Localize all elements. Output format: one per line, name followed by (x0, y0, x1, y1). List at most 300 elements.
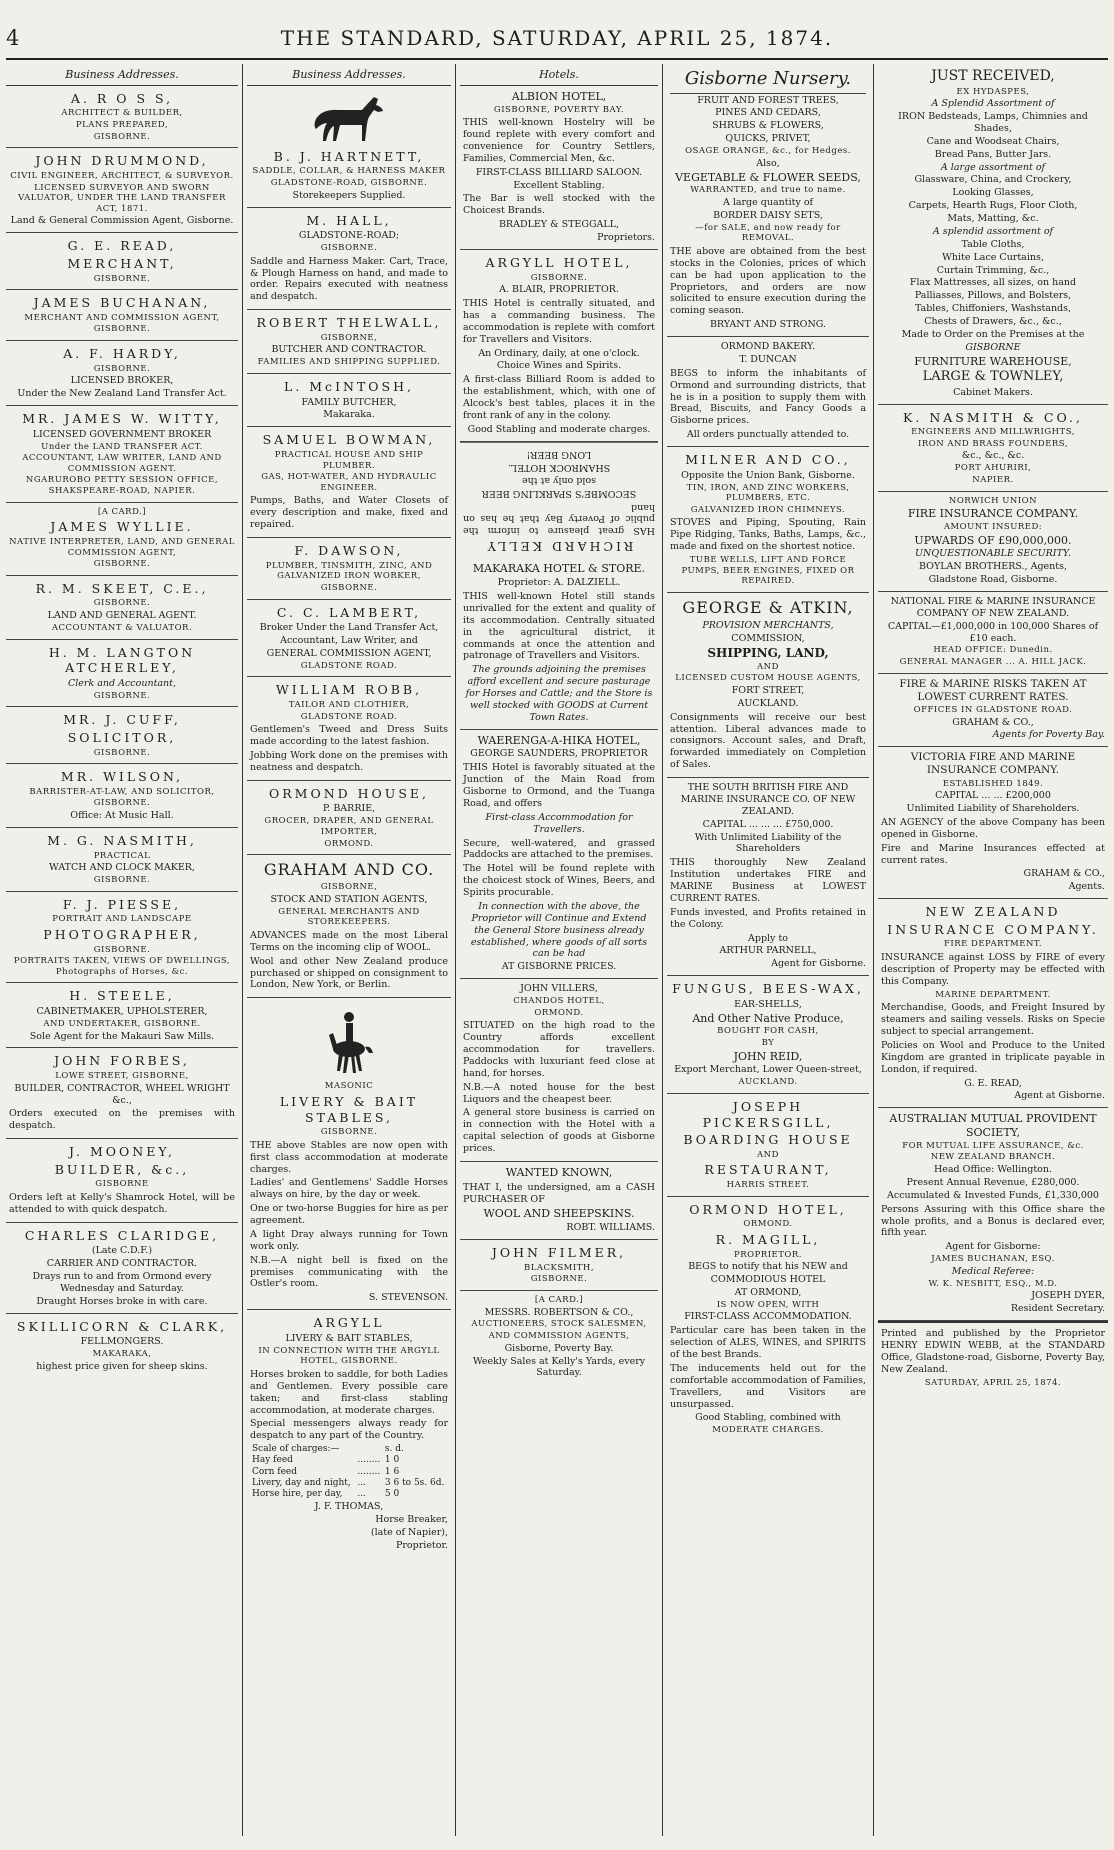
ad-line: SHRUBS & FLOWERS, (712, 120, 824, 132)
ad-line: CHANDOS HOTEL, (513, 996, 605, 1006)
ad-line: THIS thoroughly New Zealand Institution undertakes FIRE and MARINE Business at LOWEST CURRENT RATES. (670, 857, 866, 904)
ad-line: Consignments will receive our best attention. Liberal advances made to consignors. Account sales, and Draft, forwarded immediately on Completion of Sales. (670, 711, 866, 771)
ad-line: ROBT. WILLIAMS. (566, 1222, 655, 1234)
ad-line: BEGS to notify that his NEW and (688, 1261, 848, 1273)
ad-line: The grounds adjoining the premises afford excellent and secure pasturage for Horses and Cattle; and the Store is well stocked with GOODS at Current Town Rates. (465, 664, 653, 723)
ad-line: WOOL AND SHEEPSKINS. (483, 1207, 635, 1221)
ad-line: T. DUNCAN (739, 353, 797, 365)
ad-line: PROPRIETOR. (733, 1249, 802, 1260)
ad-line: Gentlemen's Tweed and Dress Suits made according to the latest fashion. (250, 724, 448, 748)
ad-line: Proprietor: A. DALZIELL. (497, 577, 621, 589)
column-heading: Business Addresses. (247, 64, 451, 86)
ad-line: GLADSTONE ROAD. (300, 660, 398, 671)
advertiser-name: GRAHAM AND CO. (263, 860, 435, 880)
ad-line: CABINETMAKER, UPHOLSTERER, (36, 1006, 208, 1017)
ad-line: GLADSTONE-ROAD, GISBORNE. (270, 178, 428, 188)
ad-line: TAILOR AND CLOTHIER, (288, 700, 410, 710)
ad-line: FORT STREET, (731, 684, 805, 696)
ad-line: PRACTICAL (93, 850, 151, 861)
column-business-addresses-1 (4, 64, 240, 1836)
ad-line: GISBORNE, POVERTY BAY. (493, 104, 625, 115)
table-cell: 3 6 to 5s. 6d. (384, 1477, 445, 1488)
ad-line: Unlimited Liability of Shareholders. (906, 803, 1080, 814)
ad-line: GENERAL COMMISSION AGENT, (266, 647, 432, 659)
ad-large-townley (878, 64, 1108, 405)
ad-line: ORMOND. (534, 1007, 584, 1018)
column-heading: Business Addresses. (6, 64, 238, 86)
ad-line: In connection with the above, the Proprietor will Continue and Extend the General Store business already established, where goods of all sorts can be had (470, 900, 648, 960)
ad-line: Excellent Stabling. (513, 179, 605, 191)
ad-line: FAMILY BUTCHER, (301, 396, 397, 408)
ad-line: UPWARDS OF £90,000,000. (914, 533, 1072, 547)
advertiser-name: ARGYLL HOTEL, (485, 254, 633, 270)
ad-line: GLADSTONE-ROAD; (298, 230, 400, 242)
ad-line: A light Dray always running for Town work only. (250, 1228, 448, 1252)
table-cell: Horse hire, per day, (252, 1489, 343, 1500)
ad-line: ADVANCES made on the most Liberal Terms on the incoming clip of WOOL. (250, 929, 448, 953)
ad-line: Agent for Gisborne. (771, 958, 866, 970)
ad-line: Opposite the Union Bank, Gisborne. (681, 469, 855, 481)
ad-line: FURNITURE WAREHOUSE, (914, 354, 1072, 368)
ad-line: A large assortment of (940, 161, 1046, 173)
ad-line: THIS well-known Hostelry will be found replete with every comfort and convenience for Country Settlers, Families, Commercial Men, &c. (463, 117, 655, 164)
ad-line: CAPITAL ... ... £200,000 (935, 790, 1051, 802)
advertiser-name: JUST RECEIVED, (931, 68, 1055, 84)
ad-line: GENERAL MANAGER ... A. HILL JACK. (899, 657, 1087, 667)
ad-line: One or two-horse Buggies for hire as per agreement. (250, 1203, 448, 1226)
advertiser-name: FUNGUS, BEES-WAX, (672, 981, 864, 997)
ad-line: Broker Under the Land Transfer Act, (259, 622, 439, 634)
ad-line: ORMOND. (324, 838, 374, 849)
ad-line: AN AGENCY of the above Company has been opened in Gisborne. (881, 816, 1105, 840)
page-number: 4 (6, 26, 20, 50)
ad-line: VEGETABLE & FLOWER SEEDS, (675, 170, 861, 184)
table-row (250, 1489, 448, 1500)
advertiser-name: A. R O S S, (70, 90, 174, 106)
column-4 (665, 64, 871, 1836)
ad-argyll-hotel (460, 250, 658, 442)
ad-line: THIS Hotel is centrally situated, and has a commanding business. The accommodation is replete with comfort for Travellers and Visitors. (463, 298, 655, 345)
ad-line: Gisborne, Poverty Bay. (504, 1342, 614, 1354)
ad-line: Glassware, China, and Crockery, (914, 174, 1072, 186)
ad-line: LICENSED GOVERNMENT BROKER (32, 428, 212, 440)
ad-line: GISBORNE, (320, 882, 378, 893)
ad-bowman (247, 427, 451, 538)
ad-skeet (6, 576, 238, 640)
ad-line: GROCER, DRAPER, AND GENERAL IMPORTER, (264, 816, 434, 837)
advertiser-name: CHARLES CLARIDGE, (24, 1227, 220, 1243)
ad-line: Pumps, Baths, and Water Closets of every description and make, fixed and repaired. (250, 495, 448, 531)
ad-line: FIRST-CLASS ACCOMMODATION. (684, 1311, 852, 1323)
ad-line: Looking Glasses, (952, 187, 1034, 199)
ad-george-atkin (667, 593, 869, 778)
ad-line: Agents for Poverty Bay. (992, 729, 1105, 741)
ad-drummond (6, 148, 238, 233)
ad-wyllie (6, 503, 238, 576)
advertiser-name: JOHN FORBES, (54, 1053, 190, 1069)
advertiser-name: J. MOONEY, (69, 1144, 175, 1160)
ad-line: Apply to (748, 932, 788, 944)
table-cell (355, 1444, 383, 1455)
ad-line: Proprietor. (396, 1540, 448, 1551)
advertiser-name: AUSTRALIAN MUTUAL PROVIDENT SOCIETY, (889, 1112, 1097, 1139)
ad-line: FIRE INSURANCE COMPANY. (907, 507, 1079, 521)
ad-line: BORDER DAISY SETS, (713, 209, 823, 221)
ad-line: SADDLE, COLLAR, & HARNESS MAKER (252, 166, 446, 177)
advertiser-name: JAMES WYLLIE. (50, 519, 194, 535)
table-cell: 1 0 (384, 1455, 400, 1466)
ad-line: BUTCHER AND CONTRACTOR. (271, 344, 427, 356)
ad-fire-marine-risks (878, 674, 1108, 748)
ad-line: ESTABLISHED 1849. (942, 778, 1044, 789)
ad-line: Horses broken to saddle, for both Ladies and Gentlemen. Every possible care taken; and first-class stabling accommodation, at moderate charges. (250, 1368, 448, 1416)
ad-line: AND (757, 661, 779, 672)
ad-line: BUILDER, CONTRACTOR, WHEEL WRIGHT &c., (14, 1082, 230, 1106)
ad-line: GISBORNE. (93, 944, 151, 955)
ad-kelly-inverted (460, 442, 658, 559)
ad-line: ORMOND. (743, 1219, 793, 1230)
ad-dawson (247, 538, 451, 600)
ad-line: FELLMONGERS. (80, 1336, 164, 1348)
ad-line: COMMISSION, (731, 632, 805, 644)
ad-line: UNQUESTIONABLE SECURITY. (915, 548, 1071, 560)
ad-line: SHIPPING, LAND, (707, 645, 829, 660)
ad-line: The inducements held out for the comfortable accommodation of Families, Travellers, and Visitors are unsurpassed. (670, 1362, 866, 1410)
ad-albion-hotel (460, 86, 658, 250)
ad-line: THAT I, the undersigned, am a CASH PURCHASER OF (463, 1181, 655, 1205)
ad-line: BOARDING HOUSE (683, 1132, 853, 1148)
advertiser-name: WAERENGA-A-HIKA HOTEL, (477, 733, 641, 747)
ad-line: The Bar is well stocked with the Choicest Brands. (463, 193, 655, 217)
ad-chandos-hotel (460, 979, 658, 1162)
table-cell: Hay feed (252, 1455, 293, 1466)
advertiser-name: F. J. PIESSE, (62, 896, 182, 912)
ad-line: Fire and Marine Insurances effected at current rates. (881, 842, 1105, 866)
ad-line: Mats, Matting, &c. (947, 213, 1039, 224)
advertiser-name: MILNER AND CO., (685, 452, 851, 467)
ad-line: Table Cloths, (961, 238, 1025, 250)
ad-wilson (6, 764, 238, 828)
ad-line: JOSEPH DYER, (1031, 1290, 1105, 1302)
ad-line: —for SALE, and now ready for REMOVAL. (695, 222, 841, 244)
table-cell: s. d. (384, 1444, 404, 1455)
table-cell: 1 6 (384, 1466, 400, 1477)
ad-nz-insurance (878, 899, 1108, 1108)
ad-line: PINES AND CEDARS, (715, 107, 821, 119)
ad-line: GISBORNE. (93, 559, 151, 570)
ad-line: GISBORNE. (93, 798, 151, 809)
ad-line: White Lace Curtains, (942, 251, 1044, 263)
ad-line: STOVES and Piping, Spouting, Rain Pipe Ridging, Tanks, Baths, Lamps, &c., made and fixed on the shortest notice. (670, 517, 866, 553)
advertiser-name: A. F. HARDY, (63, 346, 181, 361)
ad-masonic-stables (247, 998, 451, 1310)
table-cell: ... (357, 1489, 366, 1500)
ad-line: [A CARD.] (534, 1294, 584, 1305)
ad-line: MASONIC (324, 1081, 374, 1092)
advertiser-name: ORMOND HOTEL, (689, 1201, 847, 1217)
ad-line: JOHN REID, (733, 1049, 803, 1063)
ad-line: All orders punctually attended to. (686, 429, 850, 441)
ad-line: Curtain Trimming, &c., (936, 264, 1050, 276)
ad-line: OSAGE ORANGE, &c., for Hedges. (685, 146, 851, 156)
advertiser-name: JOSEPH PICKERSGILL, (702, 1098, 834, 1130)
ad-line: GISBORNE (95, 1179, 149, 1190)
ad-robertson (460, 1291, 658, 1384)
ad-hartnett (247, 86, 451, 208)
ad-line: GAS, HOT-WATER, AND HYDRAULIC ENGINEER. (261, 472, 437, 493)
ad-line: highest price given for sheep skins. (36, 1360, 208, 1372)
horse-illustration (304, 93, 394, 145)
ad-line: FRUIT AND FOREST TREES, (697, 94, 839, 106)
imprint (878, 1321, 1108, 1393)
ad-line: FIRST-CLASS BILLIARD SALOON. (475, 166, 643, 178)
ad-claridge (6, 1223, 238, 1314)
ad-line: Accumulated & Invested Funds, £1,330,000 (887, 1189, 1099, 1201)
ad-line: With Unlimited Liability of the Shareholders (694, 831, 842, 855)
ad-amp-society (878, 1108, 1108, 1321)
ad-line: PORTRAITS TAKEN, VIEWS OF DWELLINGS, Photographs of Horses, &c. (13, 956, 231, 977)
ad-atcherley (6, 640, 238, 708)
advertiser-name: NATIONAL FIRE & MARINE INSURANCE COMPANY OF NEW ZEALAND. (890, 595, 1096, 619)
ad-makaraka-hotel (460, 558, 658, 729)
advertiser-name: JOHN FILMER, (491, 1245, 627, 1260)
ad-lambert (247, 600, 451, 678)
ad-line: QUICKS, PRIVET, (725, 133, 811, 145)
masthead-rule (6, 58, 1108, 60)
column-rule (242, 64, 243, 1836)
ad-line: THIS Hotel is favorably situated at the Junction of the Main Road from Gisborne to Ormond, and the Tuanga Road, and offers (463, 762, 655, 809)
ad-line: NATIVE INTERPRETER, LAND, AND GENERAL COMMISSION AGENT, (9, 536, 235, 558)
ad-waerenga-hotel (460, 730, 658, 980)
ad-line: Also, (756, 157, 780, 169)
column-rule (455, 64, 456, 1836)
ad-line: Drays run to and from Ormond every Wednesday and Saturday. (32, 1271, 212, 1294)
ad-line: BY (761, 1038, 775, 1048)
ad-line: THIS well-known Hotel still stands unrivalled for the extent and quality of its accommodation. Centrally situated in the agricultural district, it commands at once the attention and patronage of Travellers and Visitors. (463, 591, 655, 662)
ad-line: A. BLAIR, PROPRIETOR. (499, 284, 619, 296)
ad-line: MAKARAKA, (92, 1349, 152, 1360)
table-cell: Livery, day and night, (252, 1477, 351, 1488)
ad-line: Under the LAND TRANSFER ACT. (41, 441, 203, 452)
ad-line: Agent at Gisborne. (1014, 1090, 1105, 1102)
ad-line: AUCTIONEERS, STOCK SALESMEN, (471, 1319, 647, 1330)
ad-line: THE above Stables are now open with first class accommodation at moderate charges. (250, 1139, 448, 1175)
ad-line: ENGINEERS AND MILLWRIGHTS, (911, 427, 1075, 438)
ad-norwich-union (878, 492, 1108, 592)
ad-line: GISBORNE. (320, 582, 378, 593)
ad-line: A general store business is carried on in connection with the Hotel with a capital selection of goods at Gisborne prices. (463, 1107, 655, 1154)
ad-ormond-house (247, 781, 451, 855)
advertiser-name: JOHN DRUMMOND, (35, 153, 209, 169)
ad-line: NGARUROBO PETTY SESSION OFFICE, SHAKSPEARE-ROAD, NAPIER. (25, 475, 219, 496)
ad-witty (6, 406, 238, 503)
ad-line: LONG BEER! (526, 448, 592, 460)
ad-piesse (6, 892, 238, 984)
table-cell: 5 0 (384, 1489, 400, 1500)
ad-line: sold only at the (521, 474, 597, 486)
ad-line: GISBORNE. (93, 363, 151, 374)
advertiser-name: VICTORIA FIRE AND MARINE INSURANCE COMPANY. (910, 751, 1076, 777)
ad-line: PLUMBER, TINSMITH, ZINC, AND GALVANIZED IRON WORKER, (265, 560, 433, 582)
ad-line: AND (757, 1149, 779, 1160)
ad-line: JAMES BUCHANAN, ESQ. (931, 1254, 1055, 1265)
ad-line: Persons Assuring with this Office share the whole profits, and a Bonus is declared ever, fifth year. (881, 1203, 1105, 1239)
ad-line: SECOMBE'S SPARKLING BEER (481, 487, 637, 499)
advertiser-name: FIRE & MARINE RISKS TAKEN AT LOWEST CURRENT RATES. (899, 677, 1087, 703)
ad-line: P. BARRIE, (322, 803, 376, 815)
advertiser-name: SKILLICORN & CLARK, (16, 1318, 228, 1334)
ad-line: AND COMMISSION AGENTS, (488, 1331, 630, 1341)
ad-line: IRON Bedsteads, Lamps, Chimnies and Shades, (898, 111, 1088, 134)
table-cell: ........ (357, 1466, 381, 1477)
ad-line: MARINE DEPARTMENT. (935, 989, 1051, 1000)
ad-line: Palliasses, Pillows, and Bolsters, (914, 290, 1072, 302)
ad-line: R. MAGILL, (715, 1231, 821, 1247)
ad-line: HARRIS STREET. (726, 1180, 810, 1190)
advertiser-name: JOHN VILLERS, (520, 983, 598, 995)
ad-line: (Late C.D.F.) (91, 1245, 153, 1257)
advertiser-name: ARGYLL (313, 1315, 385, 1331)
advertiser-name: B. J. HARTNETT, (273, 148, 425, 164)
imprint-text: Printed and published by the Proprietor HENRY EDWIN WEBB, at the STANDARD Office, Gladstone-road, Gisborne, Poverty Bay, New Zealand. (881, 1328, 1105, 1375)
ad-line: Agents. (1068, 881, 1105, 893)
ad-ormond-bakery (667, 337, 869, 447)
ad-line: A first-class Billiard Room is added to the establishment, which, with one of Alcock's best tables, places it in the front rank of any in the colony. (463, 374, 655, 421)
table-cell: ........ (357, 1455, 381, 1466)
advertiser-name: ROBERT THELWALL, (256, 315, 442, 331)
ad-line: Funds invested, and Profits retained in the Colony. (670, 906, 866, 930)
ad-line: BOUGHT FOR CASH, (717, 1026, 819, 1037)
ad-line: Carpets, Hearth Rugs, Floor Cloth, (908, 200, 1078, 212)
ad-line: MODERATE CHARGES. (712, 1425, 824, 1436)
ad-line: Merchandise, Goods, and Freight Insured by steamers and sailing vessels. Risks on Specie subject to special arrangement. (881, 1002, 1105, 1037)
ad-line: GISBORNE. (93, 875, 151, 885)
ad-line: G. E. READ, (964, 1077, 1022, 1089)
ad-line: TUBE WELLS, LIFT AND FORCE PUMPS, BEER ENGINES, FIXED OR REPAIRED. (681, 555, 855, 587)
ad-line: ARTHUR PARNELL, (719, 945, 817, 957)
advertiser-name: GEORGE & ATKIN, (682, 597, 854, 617)
masthead (0, 0, 1114, 66)
ad-line: PROVISION MERCHANTS, (702, 619, 834, 631)
column-rule (873, 64, 874, 1836)
ad-pickersgill (667, 1094, 869, 1197)
ad-line: GISBORNE, (320, 332, 378, 343)
ad-line: Storekeepers Supplied. (292, 189, 406, 201)
ad-line: CAPITAL ... ... ... £750,000. (702, 818, 834, 830)
ad-line: Makaraka. (323, 409, 375, 421)
ad-line: Gladstone Road, Gisborne. (928, 574, 1058, 585)
ad-line: ACCOUNTANT & VALUATOR. (51, 622, 193, 633)
ad-line: Horse Breaker, (375, 1514, 448, 1526)
ad-line: GEORGE SAUNDERS, PROPRIETOR (470, 748, 648, 760)
ad-line: AUCKLAND. (738, 1077, 798, 1088)
table-cell: ... (357, 1477, 366, 1488)
ad-line: BEGS to inform the inhabitants of Ormond and surrounding districts, that he is in a position to supply them with Bread, Biscuits, and Fancy Goods a Gisborne prices. (670, 367, 866, 427)
advertiser-name: M. HALL, (306, 212, 392, 228)
ad-milner (667, 447, 869, 593)
ad-line: A large quantity of (722, 196, 814, 208)
ad-line: GISBORNE. (93, 131, 151, 142)
imprint-date: SATURDAY, APRIL 25, 1874. (924, 1377, 1062, 1388)
ad-line: Particular care has been taken in the selection of ALES, WINES, and SPIRITS of the best Brands. (670, 1325, 866, 1360)
advertiser-name: RICHARD KELLY (484, 538, 634, 554)
advertiser-name: THE SOUTH BRITISH FIRE AND MARINE INSURANCE CO. OF NEW ZEALAND. (680, 782, 856, 817)
table-row (250, 1467, 448, 1478)
ad-line: Wool and other New Zealand produce purchased or shipped on consignment to London, New York, or Berlin. (250, 955, 448, 991)
advertiser-name: Gisborne Nursery. (670, 68, 866, 94)
advertiser-name: WANTED KNOWN, (505, 1165, 613, 1179)
ad-line: HAS great pleasure to inform the public of Poverty Bay that he has on hand (463, 501, 655, 536)
table-row (250, 1455, 448, 1466)
ad-cuff (6, 707, 238, 764)
ad-robb (247, 677, 451, 780)
ad-line: Orders left at Kelly's Shamrock Hotel, will be attended to with quick despatch. (9, 1192, 235, 1215)
ad-national-fire (878, 592, 1108, 674)
ad-line: AUCKLAND. (737, 697, 799, 709)
masthead-title: THE STANDARD, SATURDAY, APRIL 25, 1874. (280, 26, 834, 50)
ad-argyll-stables (247, 1310, 451, 1557)
ad-line: Sole Agent for the Makauri Saw Mills. (29, 1030, 215, 1042)
ad-line: PORTRAIT AND LANDSCAPE (52, 914, 192, 925)
ad-line: THE above are obtained from the best stocks in the Colonies, prices of which can be had upon application to the Proprietors, and orders are now solicited to ensure execution during the coming season. (670, 245, 866, 317)
advertiser-name: M. G. NASMITH, (47, 832, 197, 848)
ad-line: Office: At Music Hall. (70, 810, 174, 821)
ad-line: Cabinet Makers. (953, 386, 1033, 398)
ad-south-british (667, 778, 869, 976)
ad-line: Good Stabling and moderate charges. (467, 423, 651, 435)
ad-line: INSURANCE COMPANY. (887, 921, 1099, 937)
ad-line: GISBORNE. (530, 272, 588, 283)
advertiser-name: ORMOND BAKERY. (720, 341, 816, 352)
ad-line: AND UNDERTAKER, GISBORNE. (43, 1018, 201, 1029)
ad-line: BARRISTER-AT-LAW, AND SOLICITOR, (29, 786, 215, 797)
ad-line: &c., &c., &c. (961, 450, 1025, 462)
ad-ormond-hotel (667, 1197, 869, 1441)
ad-hall (247, 208, 451, 311)
ad-line: EX HYDASPES, (956, 86, 1030, 97)
ad-thelwall (247, 310, 451, 374)
ad-line: HEAD OFFICE: Dunedin. (933, 645, 1053, 656)
ad-line: GISBORNE. (320, 1127, 378, 1138)
ad-line: MERCHANT AND COMMISSION AGENT, (24, 312, 220, 323)
ad-line: Resident Secretary. (1010, 1303, 1105, 1315)
ad-line: A Splendid Assortment of (931, 98, 1055, 110)
ad-line: GRAHAM & CO., (952, 716, 1034, 728)
ad-line: Orders executed on the premises with despatch. (9, 1108, 235, 1132)
ad-line: Export Merchant, Lower Queen-street, (674, 1064, 862, 1076)
table-cell: Corn feed (252, 1466, 298, 1477)
ad-line: Made to Order on the Premises at the (901, 328, 1085, 340)
ad-buchanan (6, 290, 238, 341)
ad-line: S. STEVENSON. (368, 1292, 448, 1304)
ad-line: BRYANT AND STRONG. (709, 319, 827, 331)
advertiser-name: K. NASMITH & CO., (903, 409, 1083, 425)
ad-line: J. F. THOMAS, (314, 1501, 384, 1513)
scale-of-charges-table (250, 1444, 448, 1500)
ad-line: GISBORNE. (93, 324, 151, 335)
ad-line: FIRE DEPARTMENT. (943, 939, 1043, 950)
ad-line: The Hotel will be found replete with the choicest stock of Wines, Beers, and Spirits procurable. (463, 863, 655, 898)
advertiser-name: SAMUEL BOWMAN, (262, 432, 436, 448)
advertiser-name: JAMES BUCHANAN, (33, 295, 211, 311)
ad-john-reid (667, 976, 869, 1094)
ad-line: GALVANIZED IRON CHIMNEYS. (690, 504, 846, 515)
ad-line: SOLICITOR, (67, 729, 177, 745)
ad-line: Head Office: Wellington. (933, 1164, 1052, 1175)
ad-line: SHAMROCK HOTEL. (507, 461, 611, 473)
ad-line: AMOUNT INSURED: (943, 521, 1043, 532)
ad-line: IS NOW OPEN, WITH (716, 1299, 820, 1310)
